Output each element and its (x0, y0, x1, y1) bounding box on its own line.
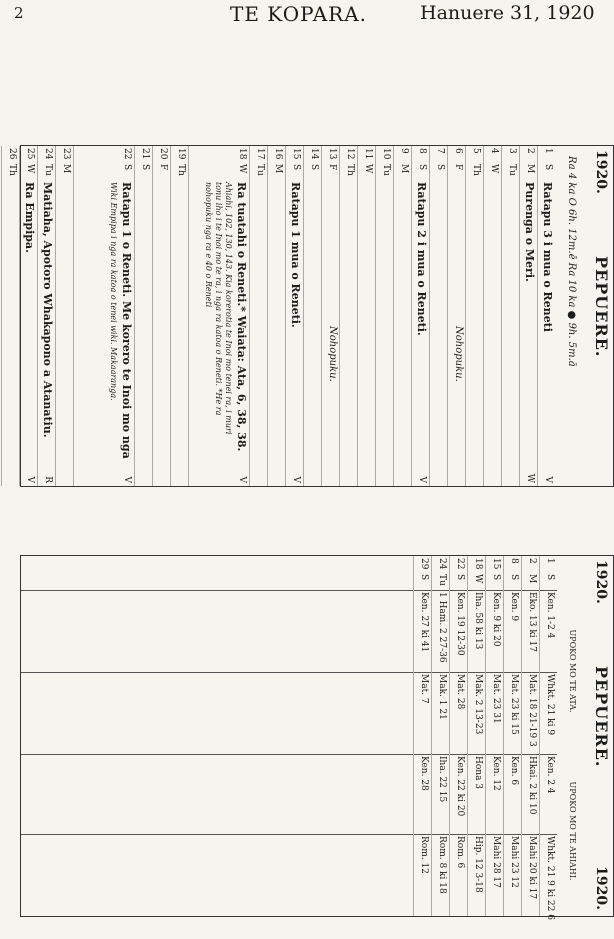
day-number: 24 (437, 558, 447, 570)
calendar-row (501, 146, 519, 486)
evening-lesson-1: Hona 3 (473, 756, 483, 790)
day-number: 1 (543, 148, 553, 154)
weekday: Tu (43, 164, 53, 176)
liturgical-color: W (525, 473, 535, 483)
day-number: 1 (545, 558, 555, 564)
morning-lesson-2: Mak. 2 13-23 (473, 674, 483, 735)
day-number: 4 (489, 148, 499, 154)
calendar-block (7, 145, 614, 487)
morning-lesson-2: Mat. 23 31 (491, 674, 501, 724)
day-entry: Ratapu 3 i mua o Reneti (541, 182, 554, 332)
morning-lesson-1: Ken. 27 ki 41 (419, 592, 429, 653)
day-number: 11 (363, 148, 373, 160)
weekday: S (455, 574, 465, 581)
calendar-row (285, 146, 303, 486)
day-number: 29 (419, 558, 429, 570)
weekday: S (122, 164, 132, 171)
day-number: 25 (25, 148, 35, 160)
day-number: 23 (61, 148, 71, 160)
calendar-row (339, 146, 357, 486)
day-number: 7 (435, 148, 445, 154)
day-number: 6 (453, 148, 463, 154)
liturgical-color: V (543, 476, 553, 483)
calendar-row (1, 146, 19, 486)
morning-lesson-1: Ken. 1-2 4 (545, 592, 555, 639)
day-number: 22 (455, 558, 465, 570)
evening-lesson-1: Hkai. 2 ki 10 (527, 756, 537, 815)
day-entry: Ratapu 1 mua o Reneti. (289, 182, 302, 328)
evening-lesson-2: Rom. 8 ki 18 (437, 836, 447, 894)
weekday: S (435, 164, 445, 171)
calendar-row (429, 146, 447, 486)
day-number: 18 (473, 558, 483, 570)
weekday: F (158, 164, 168, 171)
calendar-row (152, 146, 170, 486)
evening-lesson-1: Ken. 6 (509, 756, 519, 786)
evening-lesson-1: Iha. 22 15 (437, 756, 447, 803)
weekday: W (237, 164, 247, 174)
liturgical-color: V (25, 476, 35, 483)
evening-lesson-1: Ken. 2 4 (545, 756, 555, 794)
day-number: 18 (237, 148, 247, 160)
calendar-row (537, 146, 555, 486)
lectionary-row (539, 556, 557, 920)
lectionary-row (521, 556, 539, 916)
weekday: S (309, 164, 319, 171)
evening-lesson-2: Hip. 12 3-18 (473, 836, 483, 893)
day-number: 16 (273, 148, 283, 160)
lectionary-year-right: 1920. (593, 866, 609, 910)
calendar-row (37, 146, 55, 486)
lectionary-rows (413, 556, 557, 920)
weekday: W (363, 164, 373, 174)
calendar-row (321, 146, 339, 486)
weekday: Tu (437, 574, 447, 586)
lectionary-month: PEPUERE. (592, 666, 611, 768)
day-number: 15 (491, 558, 501, 570)
weekday: Tu (381, 164, 391, 176)
weekday: M (527, 574, 537, 584)
day-entry: Ra Empipa. (23, 182, 36, 253)
day-number: 8 (417, 148, 427, 154)
issue-date: Hanuere 31, 1920 (420, 2, 595, 24)
day-number: 8 (509, 558, 519, 564)
lectionary-block (20, 555, 614, 920)
evening-lesson-2: Whkt. 21 9 ki 22 6 (545, 836, 555, 920)
morning-lesson-2: Mak. 1 21 (437, 674, 447, 720)
day-number: 17 (255, 148, 265, 160)
day-number: 12 (345, 148, 355, 160)
day-number: 14 (309, 148, 319, 160)
weekday: S (543, 164, 553, 171)
weekday: S (291, 164, 301, 171)
evening-lesson-2: Mahi 23 12 (509, 836, 519, 888)
ash-wednesday-note: Ahiahi, 102, 130, 143. Kia korerotia te Inoi mo tenei ra, i muri tonu iho i te Inoi mo te ra, i nga ra katoa o Reneti. *He ra nohopuku nga ra e 40 o Reneti (204, 182, 233, 435)
morning-lesson-1: Ken. 9 ki 20 (491, 592, 501, 647)
weekday: W (25, 164, 35, 174)
morning-lesson-2: Mat. 18 21-19 3 (527, 674, 537, 747)
lectionary-header (559, 556, 577, 916)
weekday: M (525, 164, 535, 174)
morning-lesson-2: Mat. 28 (455, 674, 465, 710)
day-number: 9 (399, 148, 409, 154)
weekday: F (327, 164, 337, 171)
lectionary-row (413, 556, 431, 916)
morning-lesson-1: Ken. 9 (509, 592, 519, 622)
calendar-month: PEPUERE. (592, 256, 611, 358)
evening-lesson-2: Mahi 28 17 (491, 836, 501, 888)
calendar-rotated (7, 146, 613, 486)
calendar-row (267, 146, 285, 486)
calendar-row (447, 146, 465, 486)
lectionary-row (467, 556, 485, 916)
day-number: 5 (471, 148, 481, 154)
morning-header: UPOKO MO TE ATA. (568, 629, 577, 713)
liturgical-color: V (122, 476, 132, 483)
calendar-row (19, 146, 37, 486)
day-number: 24 (43, 148, 53, 160)
weekday: S (545, 574, 555, 581)
morning-lesson-1: 1 Ham. 2 27-36 (437, 592, 447, 663)
liturgical-color: R (43, 476, 53, 483)
weekday: S (419, 574, 429, 581)
day-entry: Ra tuatahi o Reneti.* Waiata: Ata, 6, 38, 38. (235, 182, 248, 452)
calendar-row (55, 146, 73, 486)
calendar-year: 1920. (593, 150, 609, 194)
morning-lesson-1: Eko. 13 ki 17 (527, 592, 537, 652)
day-number: 21 (140, 148, 150, 160)
calendar-row (0, 146, 1, 486)
day-number: 2 (527, 558, 537, 564)
page-number: 2 (14, 4, 24, 22)
morning-lesson-2: Mat. 7 (419, 674, 429, 704)
calendar-row (357, 146, 375, 486)
page-header (0, 0, 614, 40)
weekday: W (489, 164, 499, 174)
calendar-rows (0, 146, 555, 486)
calendar-row (303, 146, 321, 486)
calendar-row (170, 146, 188, 486)
weekday: Tu (507, 164, 517, 176)
evening-lesson-2: Mahi 20 ki 17 (527, 836, 537, 900)
weekday: M (273, 164, 283, 174)
weekday: Th (176, 164, 186, 176)
lectionary-row (431, 556, 449, 916)
weekday: S (509, 574, 519, 581)
day-entry: Ratapu 1 o Reneti. Me korero te Inoi mo nga (120, 182, 133, 459)
moon-phases: Ra 4 ka O 6h. 12m.ē Ra 10 ka ● 9h. 5m.ā (566, 156, 577, 367)
day-entry: Purenga o Meri. (523, 182, 536, 282)
day-number: 10 (381, 148, 391, 160)
newspaper-title: TE KOPARA. (230, 2, 368, 26)
calendar-row (519, 146, 537, 486)
morning-lesson-2: Mat. 23 ki 15 (509, 674, 519, 735)
calendar-row (483, 146, 501, 486)
lectionary-year-left: 1920. (593, 560, 609, 604)
calendar-row (188, 146, 249, 486)
weekday: F (453, 164, 463, 171)
lent1-note: Wiki Empipa i nga ra katoa o tenei wiki. Makaaranga. (109, 182, 118, 401)
morning-lesson-1: Ken. 19 12-30 (455, 592, 465, 656)
day-number: 19 (176, 148, 186, 160)
day-number: 15 (291, 148, 301, 160)
day-entry: Nohopuku. (327, 326, 338, 382)
calendar-row (393, 146, 411, 486)
morning-lesson-1: Iha. 58 ki 13 (473, 592, 483, 650)
weekday: Tu (255, 164, 265, 176)
day-number: 2 (525, 148, 535, 154)
calendar-row (411, 146, 429, 486)
weekday: M (61, 164, 71, 174)
calendar-row (73, 146, 134, 486)
morning-lesson-2: Whkt. 21 ki 9 (545, 674, 555, 736)
day-entry: Ratapu 2 i mua o Reneti. (415, 182, 428, 336)
day-number: 13 (327, 148, 337, 160)
liturgical-color: V (417, 476, 427, 483)
weekday: W (473, 574, 483, 584)
calendar-row (465, 146, 483, 486)
lectionary-row (503, 556, 521, 916)
day-number: 22 (122, 148, 132, 160)
weekday: S (491, 574, 501, 581)
liturgical-color: V (291, 476, 301, 483)
lectionary-rotated (21, 556, 613, 920)
weekday: M (399, 164, 409, 174)
weekday: S (417, 164, 427, 171)
calendar-row (249, 146, 267, 486)
calendar-row (134, 146, 152, 486)
evening-header: UPOKO MO TE AHIAHI. (568, 781, 577, 881)
day-number: 20 (158, 148, 168, 160)
day-entry: Nohopuku. (453, 326, 464, 382)
weekday: S (140, 164, 150, 171)
weekday: Th (345, 164, 355, 176)
lectionary-row (449, 556, 467, 916)
weekday: Th (7, 164, 17, 176)
evening-lesson-1: Ken. 12 (491, 756, 501, 791)
evening-lesson-1: Ken. 28 (419, 756, 429, 791)
liturgical-color: V (237, 476, 247, 483)
lectionary-row (485, 556, 503, 916)
evening-lesson-2: Rom. 6 (455, 836, 465, 869)
calendar-row (375, 146, 393, 486)
day-number: 26 (7, 148, 17, 160)
evening-lesson-2: Rom. 12 (419, 836, 429, 874)
weekday: Th (471, 164, 481, 176)
day-entry: Matiaha, Apotoro Whakapono a Atanatiu. (41, 182, 54, 438)
evening-lesson-1: Ken. 22 ki 20 (455, 756, 465, 817)
day-number: 3 (507, 148, 517, 154)
